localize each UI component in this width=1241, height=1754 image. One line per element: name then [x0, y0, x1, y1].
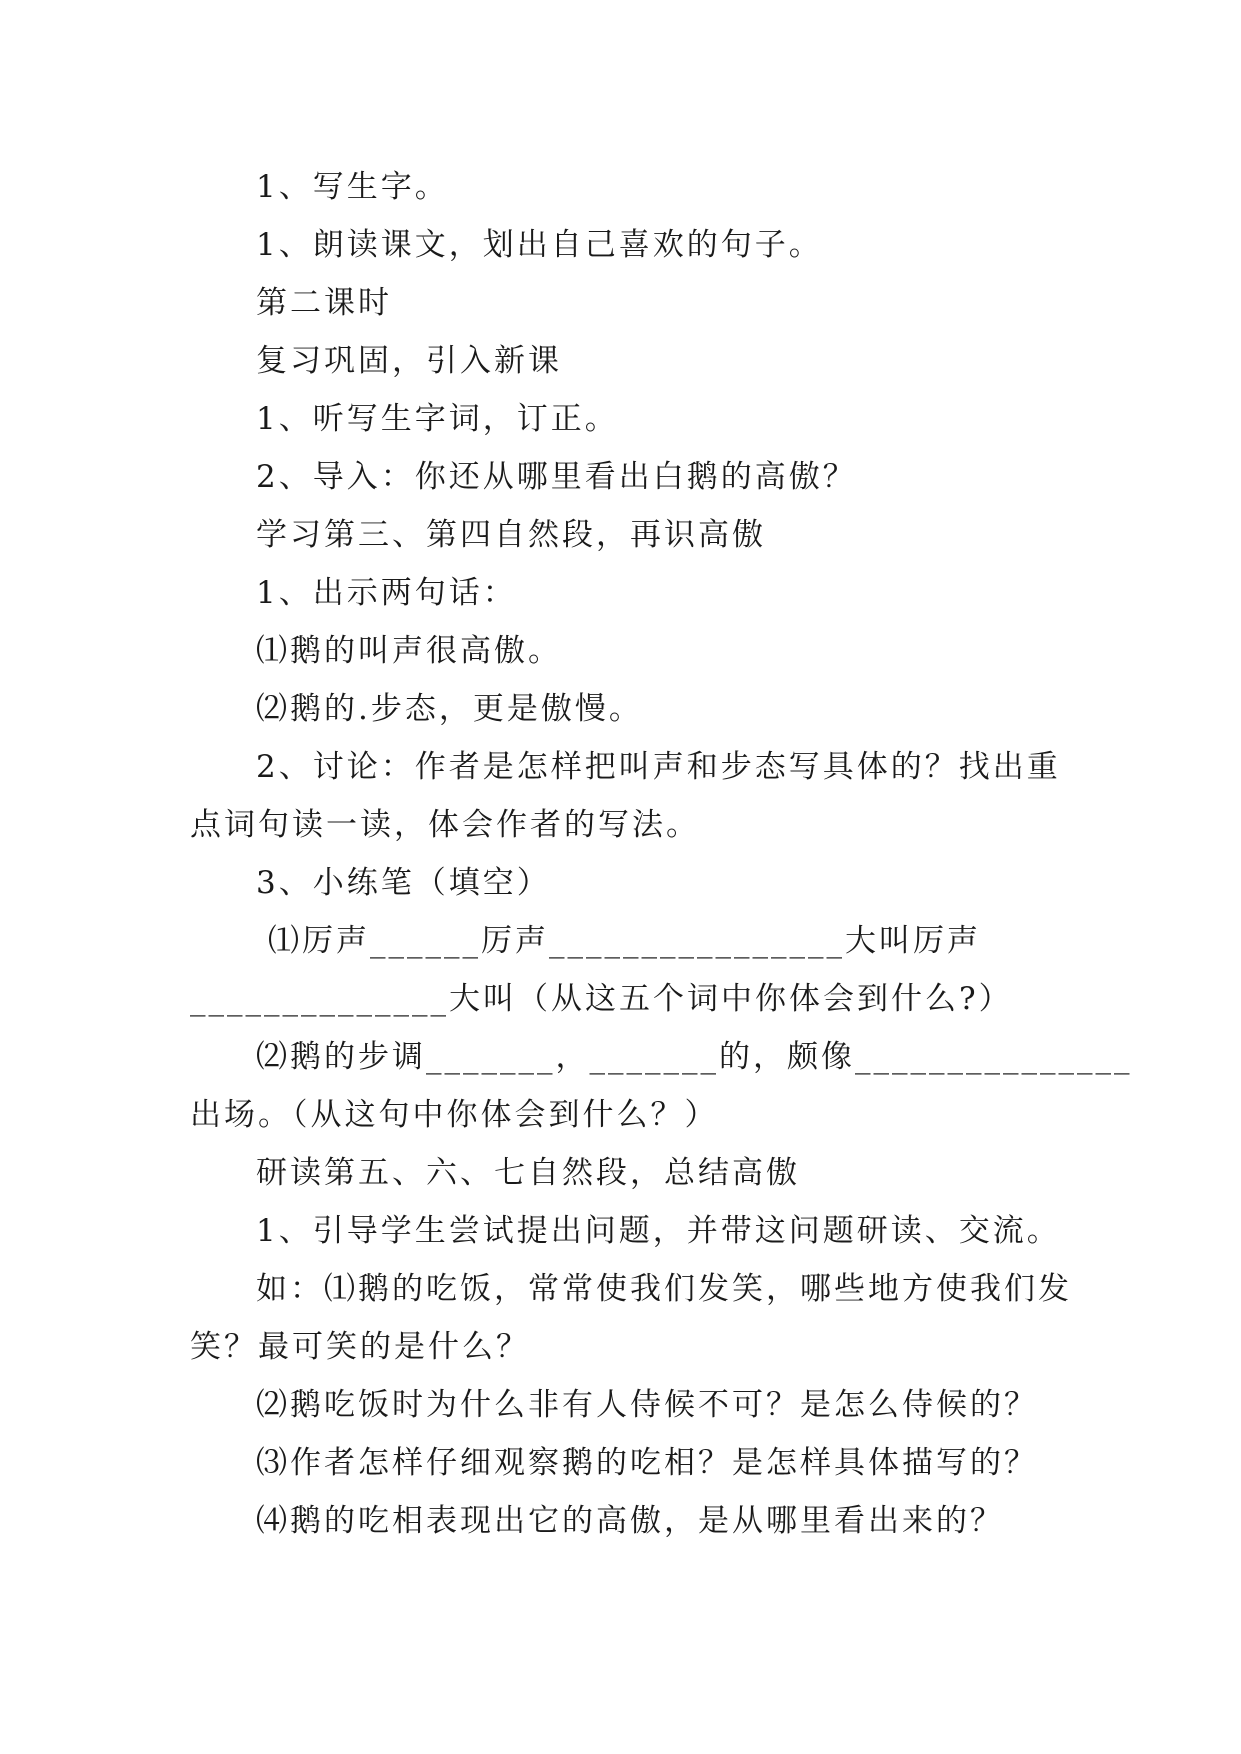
- section-heading: 第二课时: [256, 285, 392, 321]
- text-line: 3、小练笔（填空）: [256, 865, 551, 901]
- section-heading: 研读第五、六、七自然段，总结高傲: [256, 1155, 800, 1191]
- text-line: 1、听写生字词，订正。: [256, 401, 619, 437]
- text-line: 出场。（从这句中你体会到什么？）: [190, 1097, 719, 1133]
- text-line: 1、引导学生尝试提出问题，并带这问题研读、交流。: [256, 1213, 1061, 1249]
- text-line: 点词句读一读，体会作者的写法。: [190, 807, 700, 843]
- section-heading: 学习第三、第四自然段，再识高傲: [256, 517, 766, 553]
- text-line: ⑶作者怎样仔细观察鹅的吃相？是怎样具体描写的？: [256, 1445, 1038, 1481]
- text-line: 笑？最可笑的是什么？: [190, 1329, 530, 1365]
- text-line: 1、朗读课文，划出自己喜欢的句子。: [256, 227, 823, 263]
- section-heading: 复习巩固，引入新课: [256, 343, 562, 379]
- text-line: ⑵鹅吃饭时为什么非有人侍候不可？是怎么侍候的？: [256, 1387, 1038, 1423]
- document-page: [190, 158, 1133, 1550]
- fill-blank-line: ⑴厉声______厉声________________大叫厉声: [268, 923, 981, 959]
- text-line: ⑷鹅的吃相表现出它的高傲，是从哪里看出来的？: [256, 1503, 1004, 1539]
- text-line: 如：⑴鹅的吃饭，常常使我们发笑，哪些地方使我们发: [256, 1271, 1072, 1307]
- text-line: ⑴鹅的叫声很高傲。: [256, 633, 562, 669]
- fill-blank-line: ⑵鹅的步调_______，_______的，颇像_______________: [256, 1039, 1133, 1075]
- text-line: ⑵鹅的.步态，更是傲慢。: [256, 691, 643, 727]
- text-line: 2、导入：你还从哪里看出白鹅的高傲？: [256, 459, 857, 495]
- fill-blank-line: ______________大叫（从这五个词中你体会到什么?）: [190, 981, 1013, 1017]
- text-line: 1、写生字。: [256, 169, 449, 205]
- text-line: 2、讨论：作者是怎样把叫声和步态写具体的？找出重: [256, 749, 1061, 785]
- text-line: 1、出示两句话：: [256, 575, 517, 611]
